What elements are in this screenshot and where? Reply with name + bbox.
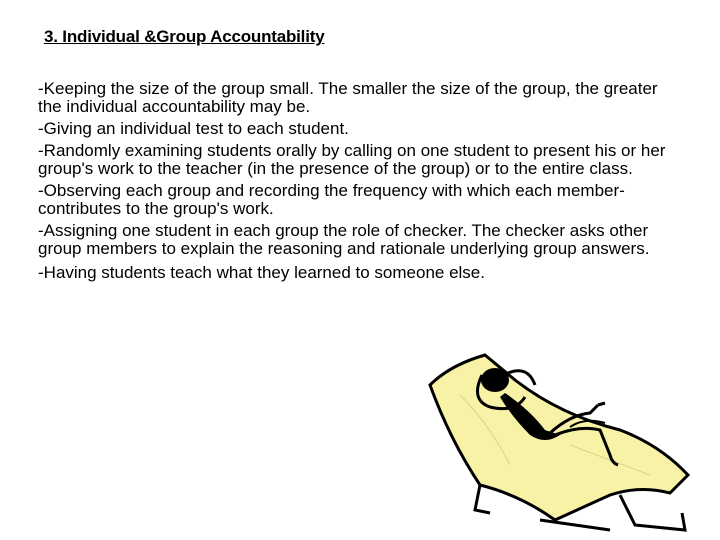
bullet-list <box>38 80 678 288</box>
list-item: -Keeping the size of the group small. The smaller the size of the group, the greater the individual accountability may be. <box>38 79 658 116</box>
list-item: -Giving an individual test to each student. <box>38 119 349 138</box>
list-item: -Assigning one student in each group the role of checker. The checker asks other group members to explain the reasoning and rationale underlying group answers. <box>38 221 650 258</box>
list-item: -Observing each group and recording the frequency with which each member-contributes to the group's work. <box>38 181 625 218</box>
slide-title: 3. Individual &Group Accountability <box>44 27 325 46</box>
list-item: -Having students teach what they learned to someone else. <box>38 263 485 282</box>
list-item: -Randomly examining students orally by calling on one student to present his or her group's work to the teacher (in the presence of the group) or to the entire class. <box>38 141 666 178</box>
person-relaxing-on-lounge-chair-icon <box>420 335 700 535</box>
